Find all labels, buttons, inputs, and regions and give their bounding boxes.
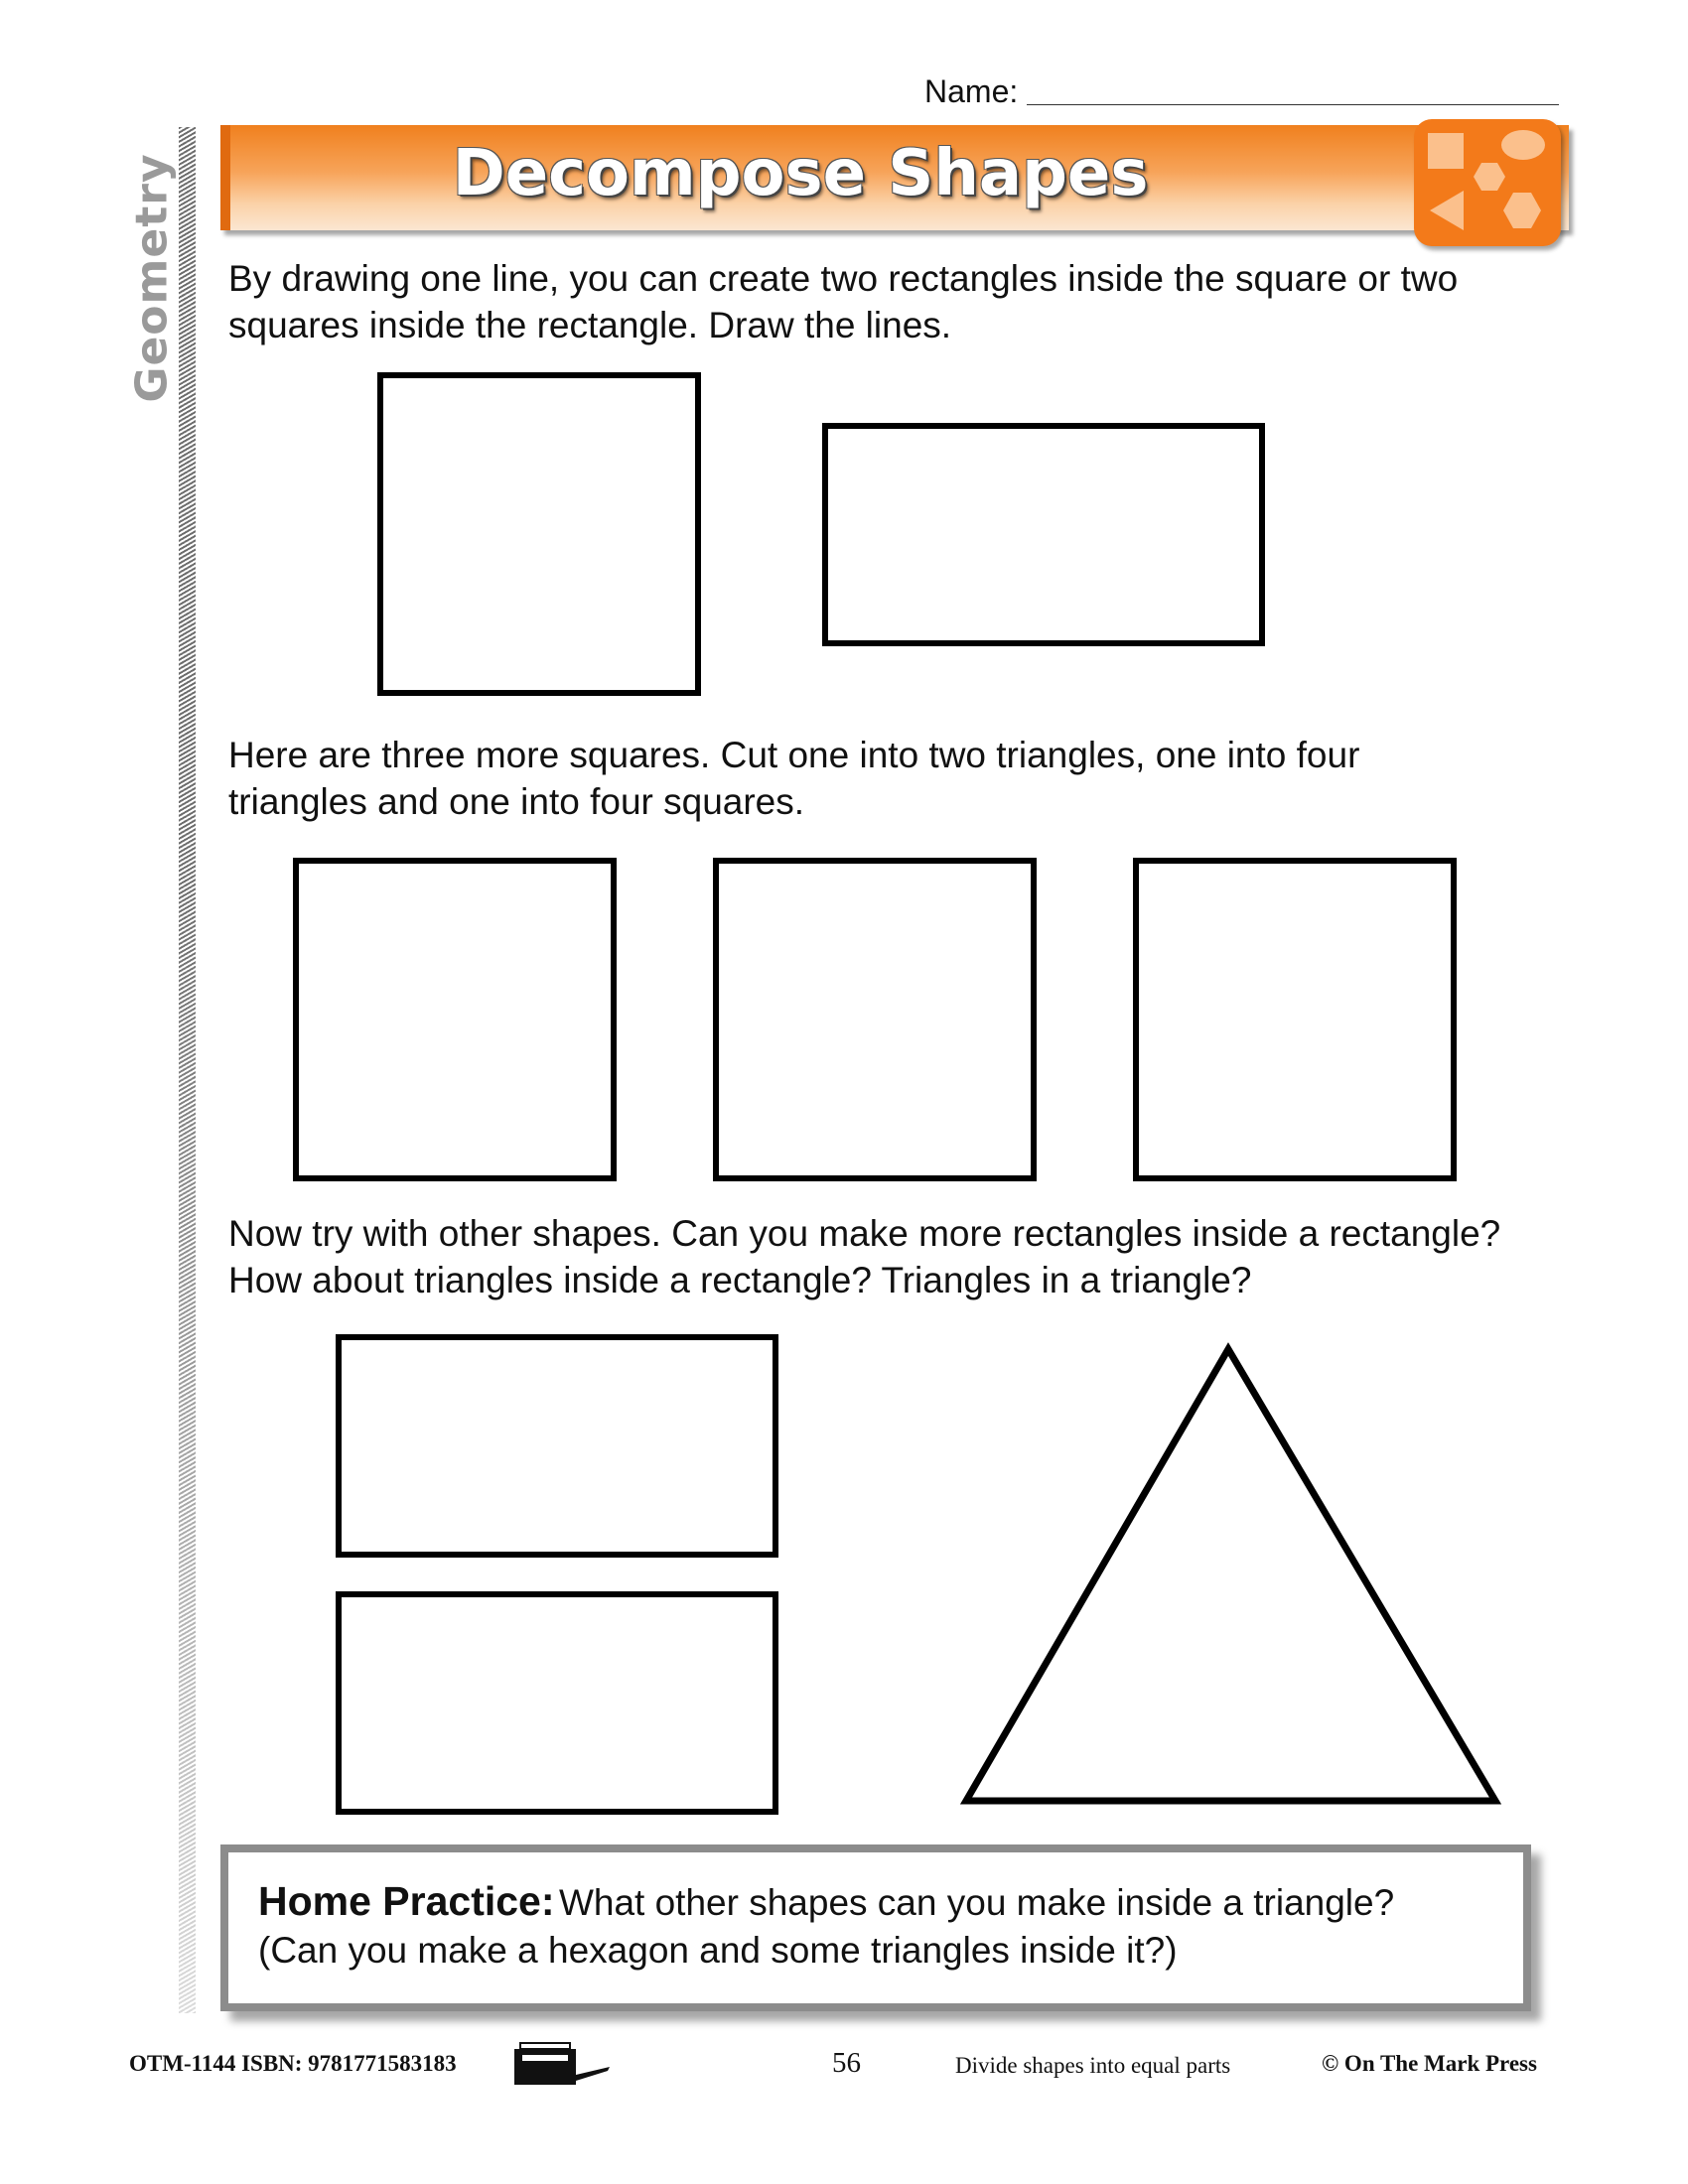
name-label: Name:	[924, 73, 1019, 109]
home-practice-followup: (Can you make a hexagon and some triangles inside it?)	[258, 1930, 1178, 1971]
instruction-line: squares inside the rectangle. Draw the lines.	[228, 305, 952, 345]
square-shape[interactable]	[377, 372, 701, 696]
footer-page-number: 56	[832, 2047, 861, 2079]
home-practice-label: Home Practice:	[258, 1878, 555, 1924]
rectangle-shape[interactable]	[336, 1334, 778, 1558]
instruction-line: By drawing one line, you can create two rectangles inside the square or two	[228, 258, 1459, 299]
title-banner	[220, 125, 1569, 230]
name-input-line[interactable]	[1027, 104, 1559, 105]
instruction-part-1	[228, 255, 1458, 348]
square-shape[interactable]	[1133, 858, 1457, 1181]
square-shape[interactable]	[293, 858, 617, 1181]
photocopier-icon	[512, 2039, 612, 2089]
instruction-line: Now try with other shapes. Can you make more rectangles inside a rectangle?	[228, 1213, 1501, 1254]
instruction-part-2	[228, 732, 1359, 825]
instruction-line: triangles and one into four squares.	[228, 781, 805, 822]
rectangle-shape[interactable]	[822, 423, 1265, 646]
instruction-line: How about triangles inside a rectangle? Triangles in a triangle?	[228, 1260, 1252, 1300]
footer-product-code: OTM-1144 ISBN: 9781771583183	[129, 2051, 457, 2076]
footer-description: Divide shapes into equal parts	[955, 2053, 1231, 2078]
instruction-line: Here are three more squares. Cut one into two triangles, one into four	[228, 735, 1360, 775]
instruction-part-3	[228, 1210, 1500, 1303]
home-practice-question: What other shapes can you make inside a triangle?	[558, 1882, 1395, 1923]
footer-copyright: © On The Mark Press	[1322, 2051, 1537, 2076]
geometric-shapes-icon	[1414, 119, 1561, 246]
spiral-binding-fade	[179, 127, 196, 2013]
subject-label: Geometry	[126, 153, 178, 403]
home-practice-box	[220, 1844, 1531, 2011]
rectangle-shape[interactable]	[336, 1591, 778, 1815]
square-shape[interactable]	[713, 858, 1037, 1181]
triangle-shape[interactable]	[953, 1335, 1509, 1812]
page-title: Decompose Shapes	[452, 137, 1149, 210]
